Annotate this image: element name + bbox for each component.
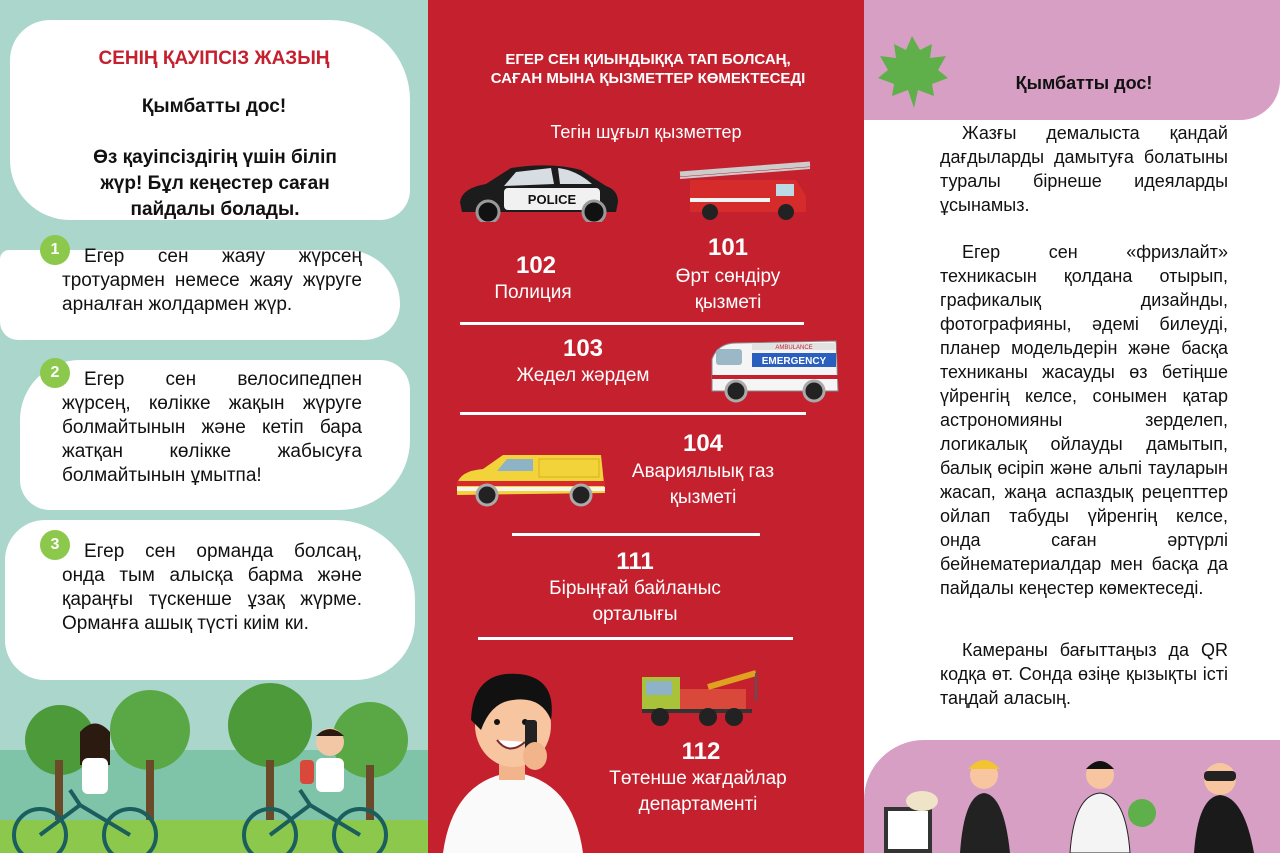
greeting: Қымбатты дос! — [1015, 73, 1153, 93]
right-panel — [864, 0, 1280, 853]
paragraph-text: Жазғы демалыста қандай дағдыларды дамытуға болатыны туралы бірнеше идеяларды ұсынамыз. — [940, 123, 1228, 215]
paragraph — [940, 638, 1228, 710]
gas-service-vehicle-icon — [453, 445, 608, 510]
divider — [512, 533, 760, 536]
ambulance-icon — [708, 335, 843, 403]
tip-number-badge: 1 — [40, 235, 70, 265]
brochure-title: СЕНІҢ ҚАУІПСІЗ ЖАЗЫҢ — [98, 48, 330, 69]
divider — [478, 637, 793, 640]
service-number: 103 — [562, 335, 604, 362]
ambulance-label: EMERGENCY — [761, 356, 827, 367]
tip-text: Егер сен жаяу жүрсең тротуармен немесе жаяу жүруге арналған жолдармен жүр. — [62, 246, 362, 315]
service-number: 112 — [681, 738, 721, 765]
service-number: 102 — [515, 252, 557, 279]
service-name: Полиция — [494, 282, 572, 303]
service-number: 111 — [616, 548, 654, 575]
tip-3 — [50, 536, 362, 636]
services-subtitle: Тегін шұғыл қызметтер — [550, 122, 742, 142]
tip-2 — [50, 364, 362, 488]
paragraph — [940, 240, 1228, 600]
services-title: ЕГЕР СЕН ҚИЫНДЫҚҚА ТАП БОЛСАҢ, САҒАН МЫНА ҚЫЗМЕТТЕР КӨМЕКТЕСЕДІ — [490, 51, 806, 87]
left-panel — [0, 0, 428, 853]
divider — [460, 412, 806, 415]
service-name: Авариялыық газ қызметі — [631, 461, 775, 508]
service-name: Бірыңғай байланыс орталығы — [549, 578, 721, 625]
fire-truck-icon — [676, 160, 816, 222]
intro-text: Өз қауіпсіздігің үшін біліп жүр! Бұл кеңестер саған пайдалы болады. — [93, 147, 337, 220]
tip-text: Егер сен велосипедпен жүрсең, көлікке жақын жүруге болмайтынын және кетіп бара жатқан көлікке жабысуға болмайтынын ұмытпа! — [62, 369, 362, 486]
tip-number-badge: 2 — [40, 358, 70, 388]
police-car-icon — [456, 160, 621, 222]
cyclists-park-illustration — [0, 670, 428, 853]
service-name: Өрт сөндіру қызметі — [675, 266, 781, 313]
tip-1 — [50, 241, 362, 317]
tip-number-badge: 3 — [40, 530, 70, 560]
greeting: Қымбатты дос! — [141, 96, 287, 117]
service-number: 104 — [682, 430, 724, 457]
boy-on-phone-illustration — [433, 660, 598, 853]
maple-leaf-icon — [876, 34, 950, 110]
paragraph-text: Егер сен «фризлайт» техникасын қолдана отырып, графикалық дизайнды, фотографияны, әдемі билеуді, планер модельдерін және басқа техниканы жасауды өз бетіңше үйренгің келсе, сонымен қатар астрономияны зерделеп, логикалық ойлауды дамытып, балық өсіріп және альпі тауларын жасап, жаңа аспаздық рецепттер ойлап табуды үйренгің келсе, онда саған әртүрлі бейнематериалдар мен басқа да пайдалы кеңестер көмектеседі. — [940, 242, 1228, 598]
police-label: POLICE — [527, 192, 577, 207]
tow-truck-icon — [638, 667, 763, 729]
hobbies-people-illustration — [864, 755, 1280, 853]
middle-panel — [428, 0, 864, 853]
service-name: Жедел жәрдем — [516, 365, 650, 386]
tip-text: Егер сен орманда болсаң, онда тым алысқа барма және қараңғы түскенше ұзақ жүрме. Орманға ашық түсті киім ки. — [62, 541, 362, 634]
service-name: Төтенше жағдайлар департаменті — [609, 768, 787, 815]
paragraph — [940, 121, 1228, 217]
service-number: 101 — [707, 234, 749, 261]
divider — [460, 322, 804, 325]
paragraph-text: Камераны бағыттаңыз да QR кодқа өт. Сонда өзіңе қызықты істі таңдай аласың. — [940, 640, 1228, 708]
ambulance-top-label: AMBULANCE — [775, 345, 813, 351]
